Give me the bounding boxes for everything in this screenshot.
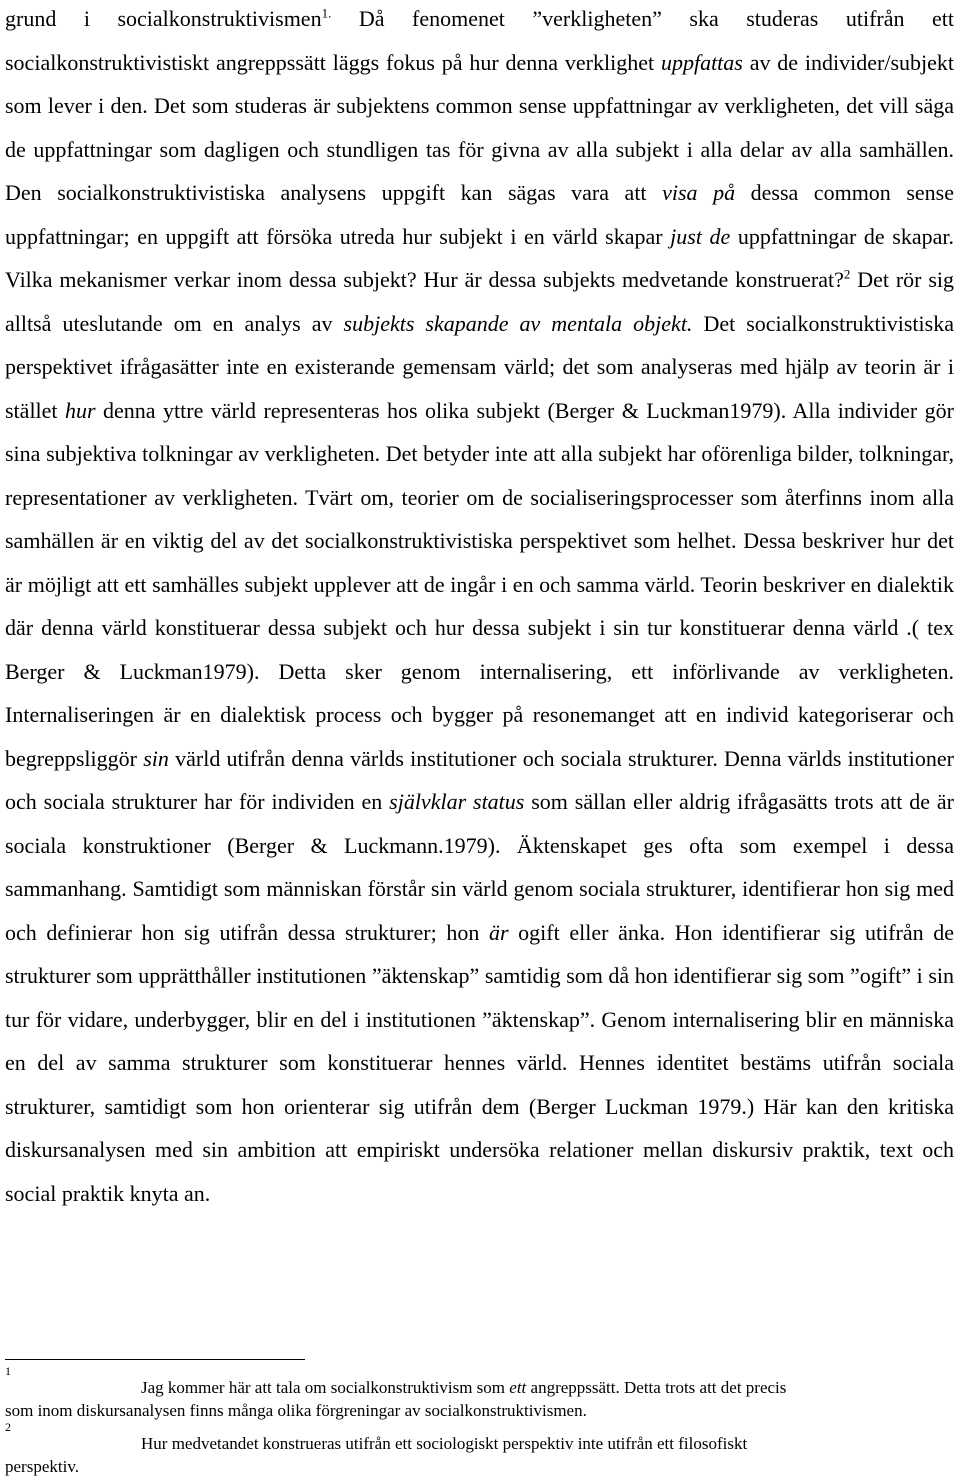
footnote-ref-1: 1. bbox=[321, 5, 332, 21]
italic-text: är bbox=[488, 919, 509, 945]
text-segment: denna yttre värld representeras hos olika subjekt (Berger & Luckman1979). Alla individer gör sina subjektiva tolkningar av verkligheten. Det betyder inte att alla subjekt har oförenliga bilder, tolkningar, representationer av verkligheten. Tvärt om, teorier om de socialiseringsprocesser som återfinns inom alla samhällen är en viktig del av det socialkonstruktivistiska perspektivet som helhet. Dessa beskriver hur det är möjligt att ett samhälles subjekt upplever att de ingår i en och samma värld. Teorin beskriver en dialektik där denna värld konstituerar dessa subjekt och hur dessa subjekt i sin tur konstituerar denna värld .( tex Berger & Luckman1979). Detta sker genom internalisering, ett införlivande av verkligheten. Internaliseringen är en dialektisk process och bygger på resonemanget att en individ kategoriserar och begreppsliggör bbox=[5, 397, 955, 771]
footnote-2 bbox=[5, 1422, 954, 1478]
text-segment: som sällan eller aldrig ifrågasätts trots att de är sociala konstruktioner (Berger & Luckmann.1979). Äktenskapet ges ofta som exempel i dessa sammanhang. Samtidigt som människan förstår sin värld genom sociala strukturer, identifierar hon sig med och definierar hon sig utifrån dessa strukturer; hon bbox=[5, 789, 955, 945]
footnote-number: 1 bbox=[5, 1364, 11, 1378]
text-segment: värld utifrån denna världs institutioner och sociala strukturer. Denna världs institutioner och sociala strukturer har för individen en bbox=[5, 745, 955, 814]
italic-text: subjekts skapande av mentala objekt. bbox=[343, 310, 693, 336]
text-segment: av de individer/subjekt som lever i den. Det som studeras är subjektens common sense uppfattningar av verkligheten, det vill säga de uppfattningar som dagligen och stundligen tas för givna av alla subjekt i alla delar av alla samhällen. Den socialkonstruktivistiska analysens uppgift kan sägas vara att bbox=[5, 49, 955, 205]
italic-text: just de bbox=[670, 223, 731, 249]
footnote-text-continued: som inom diskursanalysen finns många olika förgreningar av socialkonstruktivismen. bbox=[5, 1401, 587, 1420]
body-paragraph bbox=[5, 0, 954, 1215]
text-segment: dessa common sense uppfattningar; en uppgift att försöka utreda hur subjekt i en värld skapar bbox=[5, 180, 954, 249]
text-segment: Det socialkonstruktivistiska perspektivet ifrågasätter inte en existerande gemensam värld; det som analyseras med hjälp av teorin är i stället bbox=[5, 310, 954, 423]
footnote-text: Jag kommer här att tala om socialkonstruktivism som ett angreppssätt. Detta trots att det precis bbox=[141, 1378, 787, 1397]
italic-text: självklar status bbox=[389, 789, 525, 814]
italic-text: uppfattas bbox=[660, 49, 743, 75]
footnotes bbox=[5, 1366, 954, 1478]
text-segment: Då fenomenet ”verkligheten” ska studeras utifrån ett socialkonstruktivistiskt angreppssätt läggs fokus på hur denna verklighet bbox=[5, 6, 955, 75]
footnote-ref-2: 2 bbox=[843, 266, 851, 282]
italic-text: hur bbox=[65, 397, 96, 423]
footnote-separator bbox=[5, 1359, 305, 1360]
footnote-1 bbox=[5, 1366, 954, 1422]
italic-text: visa på bbox=[662, 180, 736, 205]
footnote-text-continued: perspektiv. bbox=[5, 1457, 79, 1476]
footnote-number: 2 bbox=[5, 1420, 11, 1434]
text-segment: uppfattningar de skapar. Vilka mekanismer verkar inom dessa subjekt? Hur är dessa subjekts medvetande konstruerat? bbox=[5, 223, 954, 292]
text-segment: grund i socialkonstruktivismen bbox=[5, 6, 322, 31]
italic-text: sin bbox=[143, 745, 169, 771]
text-segment: ogift eller änka. Hon identifierar sig utifrån de strukturer som upprätthåller institutionen ”äktenskap” samtidig som då hon identifierar sig som ”ogift” i sin tur för vidare, underbygger, blir en del i institutionen ”äktenskap”. Genom internalisering blir en människa en del av samma strukturer som konstituerar hennes värld. Hennes identitet bestäms utifrån sociala strukturer, samtidigt som hon orienterar sig utifrån dem (Berger Luckman 1979.) Här kan den kritiska diskursanalysen med sin ambition att empiriskt undersöka relationer mellan diskursiv praktik, text och social praktik knyta an. bbox=[5, 919, 954, 1206]
text-segment: Det rör sig alltså uteslutande om en analys av bbox=[5, 267, 954, 336]
footnote-text: Hur medvetandet konstrueras utifrån ett sociologiskt perspektiv inte utifrån ett filosofiskt bbox=[141, 1434, 748, 1453]
